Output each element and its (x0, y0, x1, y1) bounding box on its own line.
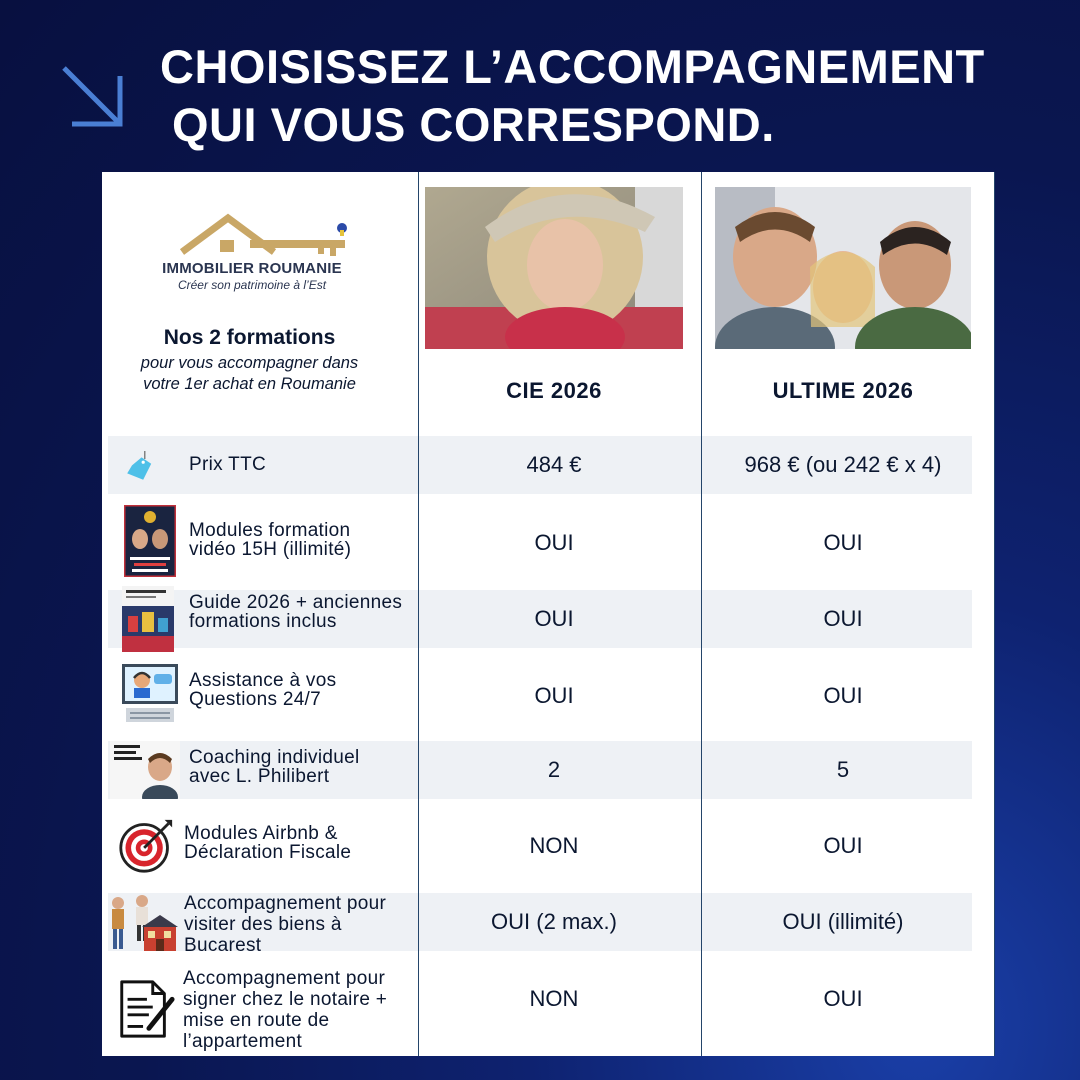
column-divider-3 (994, 172, 995, 1056)
target-icon (118, 818, 174, 874)
cie-video-modules-value: OUI (534, 530, 574, 555)
video-course-cover-icon (124, 505, 176, 577)
cie-visits-value: OUI (2 max.) (491, 909, 617, 934)
page-title-line-1: CHOISISSEZ L’ACCOMPAGNEMENT (160, 40, 985, 93)
row-label-guide: Guide 2026 + anciennes formations inclus (189, 592, 403, 632)
row-label-airbnb: Modules Airbnb & Déclaration Fiscale (184, 823, 352, 863)
price-tag-icon (124, 448, 156, 486)
coaching-cover-icon (110, 741, 180, 799)
ultime-airbnb-value: OUI (823, 833, 863, 858)
house-key-logo-icon (180, 212, 360, 262)
ultime-formation-photo (715, 187, 971, 349)
ultime-assistance-value: OUI (823, 683, 863, 708)
cie-airbnb-value: NON (529, 833, 579, 858)
column-heading-ultime: ULTIME 2026 (772, 378, 914, 403)
contract-sign-icon (114, 978, 176, 1040)
cie-price-value: 484 € (526, 452, 582, 477)
row-label-coaching: Coaching individuel avec L. Philibert (189, 747, 360, 787)
cie-guide-value: OUI (534, 606, 574, 631)
intro-title: Nos 2 formations (163, 326, 336, 349)
comparison-table (102, 172, 995, 1056)
brand-name: IMMOBILIER ROUMANIE (162, 260, 342, 277)
ultime-notary-value: OUI (823, 986, 863, 1011)
page-title-line-2: QUI VOUS CORRESPOND. (172, 98, 775, 151)
ultime-visits-value: OUI (illimité) (782, 909, 904, 934)
ultime-guide-value: OUI (823, 606, 863, 631)
cie-formation-photo (425, 187, 683, 349)
cie-assistance-value: OUI (534, 683, 574, 708)
house-visit-icon (108, 893, 180, 953)
arrow-down-right-icon (58, 62, 128, 132)
brand-tagline: Créer son patrimoine à l’Est (177, 278, 327, 292)
ultime-video-modules-value: OUI (823, 530, 863, 555)
row-label-assistance: Assistance à vos Questions 24/7 (189, 670, 337, 710)
guide-book-icon (122, 586, 174, 652)
row-label-video-modules: Modules formation vidéo 15H (illimité) (189, 520, 352, 560)
ultime-price-value: 968 € (ou 242 € x 4) (744, 452, 942, 477)
page-title (160, 38, 1060, 154)
row-label-visits: Accompagnement pour visiter des biens à Bucarest (184, 893, 387, 956)
ultime-coaching-value: 5 (836, 757, 850, 782)
brand-logo (147, 260, 357, 292)
column-heading-cie: CIE 2026 (506, 378, 602, 403)
row-label-price: Prix TTC (189, 454, 266, 475)
intro-subtitle: pour vous accompagner dans votre 1er achat en Roumanie (140, 354, 359, 393)
cie-notary-value: NON (529, 986, 579, 1011)
support-agent-icon (122, 664, 178, 728)
row-label-notary: Accompagnement pour signer chez le notaire + mise en route de l’appartement (183, 968, 388, 1052)
cie-coaching-value: 2 (547, 757, 561, 782)
